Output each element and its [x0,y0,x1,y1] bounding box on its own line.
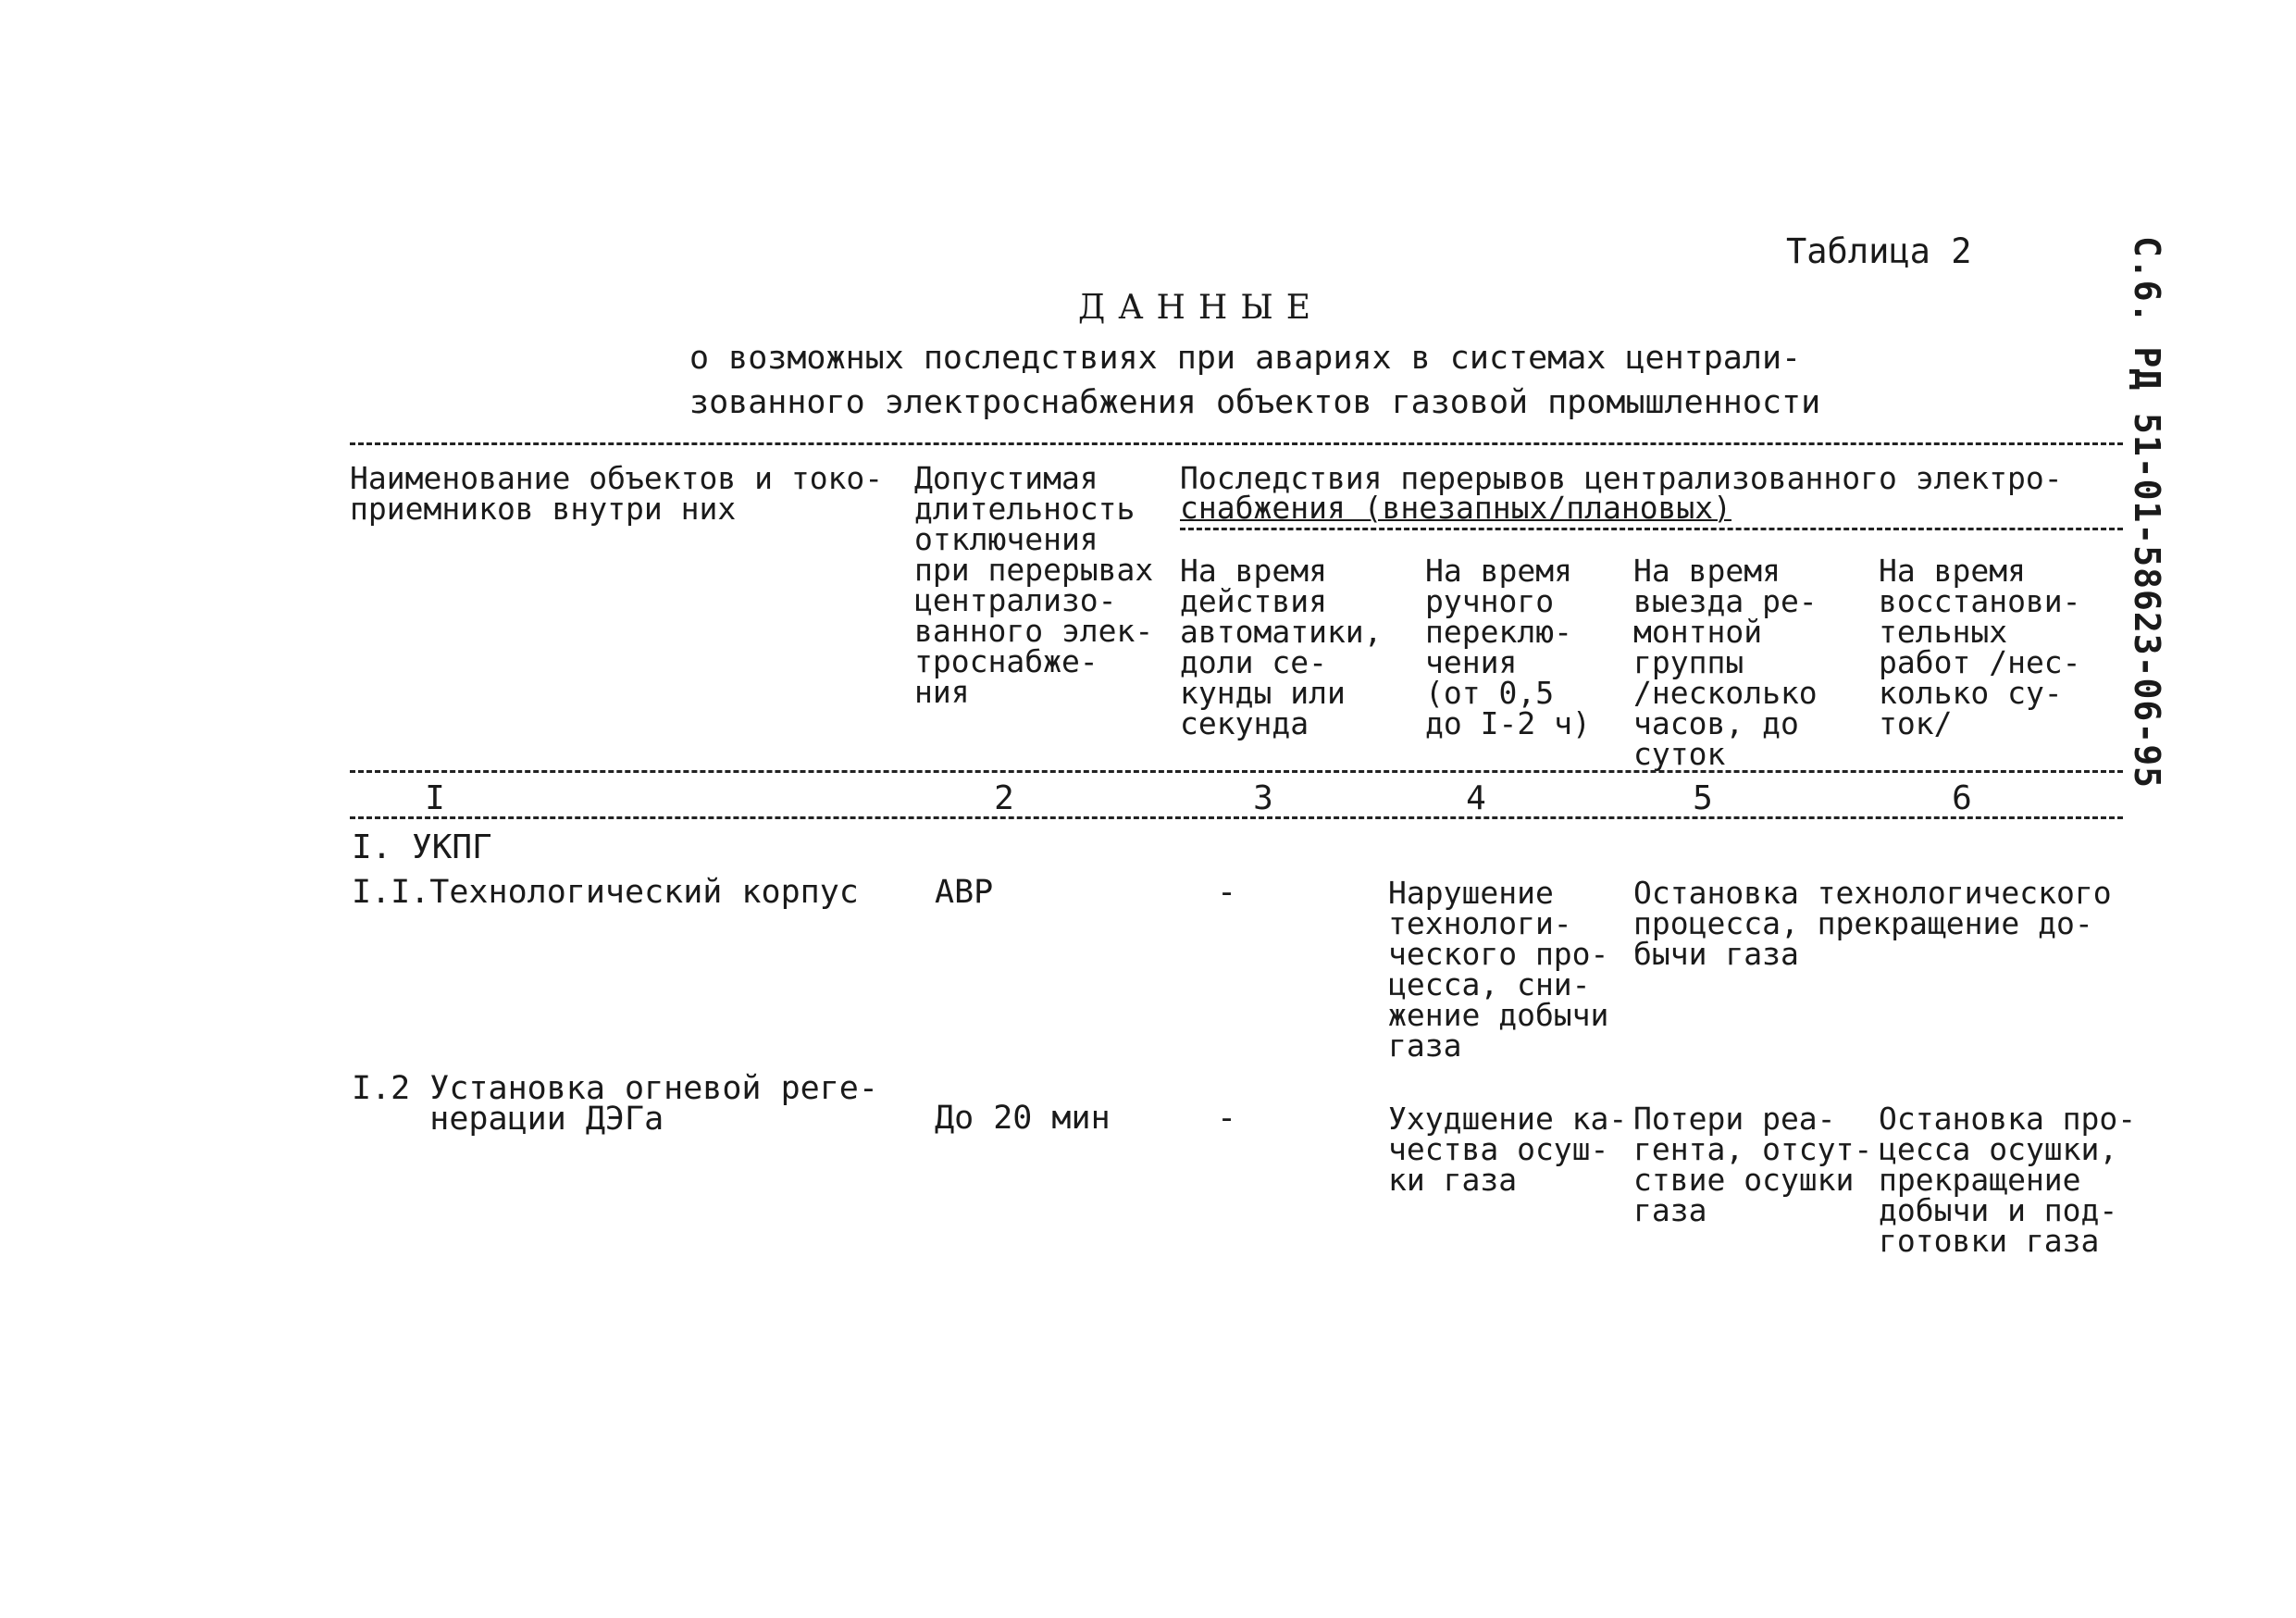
column-number-1: I [425,779,445,817]
column-number-5: 5 [1693,779,1713,817]
row2-automation: - [1217,1100,1237,1137]
header-object-name: Наименование объектов и токо- приемников внутри них [350,460,884,527]
column-number-6: 6 [1952,779,1972,817]
row2-object: I.2 Установка огневой реге- нерации ДЭГа [352,1070,878,1138]
row1-object: I.I.Технологический корпус [352,874,859,911]
column-number-2: 2 [994,779,1014,817]
row2-repair-crew: Потери реа- гента, отсут- ствие осушки газа [1633,1101,1873,1228]
column-number-3: 3 [1253,779,1273,817]
group-rule [1180,528,2123,530]
table-label: Таблица 2 [1786,231,1972,271]
header-automation: На время действия автоматики, доли се- кунды или секунда [1180,553,1383,741]
row1-repair-and-restoration: Остановка технологического процесса, прекращение до- бычи газа [1633,875,2112,972]
column-number-4: 4 [1466,779,1486,817]
header-bottom-rule [350,770,2123,773]
header-repair-crew: На время выезда ре- монтной группы /несколько часов, до суток [1633,553,1818,772]
row2-restoration: Остановка про- цесса осушки, прекращение добычи и под- готовки газа [1879,1101,2137,1259]
subtitle-line-1: о возможных последствиях при авариях в системах централи- [689,340,1802,377]
table-top-rule [350,442,2123,445]
row1-duration: АВР [935,874,994,911]
header-consequences-group-line2: снабжения (внезапных/плановых) [1180,490,1732,526]
header-manual-switching: На время ручного переклю- чения (от 0,5 до I-2 ч) [1425,553,1591,741]
header-restoration: На время восстанови- тельных работ /нес- колько су- ток/ [1879,553,2081,741]
row1-automation: - [1217,874,1237,911]
header-consequences-group: Последствия перерывов централизованного электро- [1180,460,2063,496]
page-heading: ДАННЫЕ [1078,289,1324,327]
column-numbers-rule [350,816,2123,819]
document-code: С.6. РД 51-01-58623-06-95 [2127,236,2167,789]
header-allowed-duration: Допустимая длительность отключения при перерывах централизо- ванного элек- троснабже- ния [914,460,1154,710]
row2-duration: До 20 мин [935,1100,1111,1137]
row1-manual-switching: Нарушение технологи- ческого про- цесса, сни- жение добычи газа [1388,875,1609,1064]
row2-manual-switching: Ухудшение ка- чества осуш- ки газа [1388,1101,1628,1198]
subtitle-line-2: зованного электроснабжения объектов газовой промышленности [689,384,1821,421]
section-title: I. УКПГ [352,828,492,866]
